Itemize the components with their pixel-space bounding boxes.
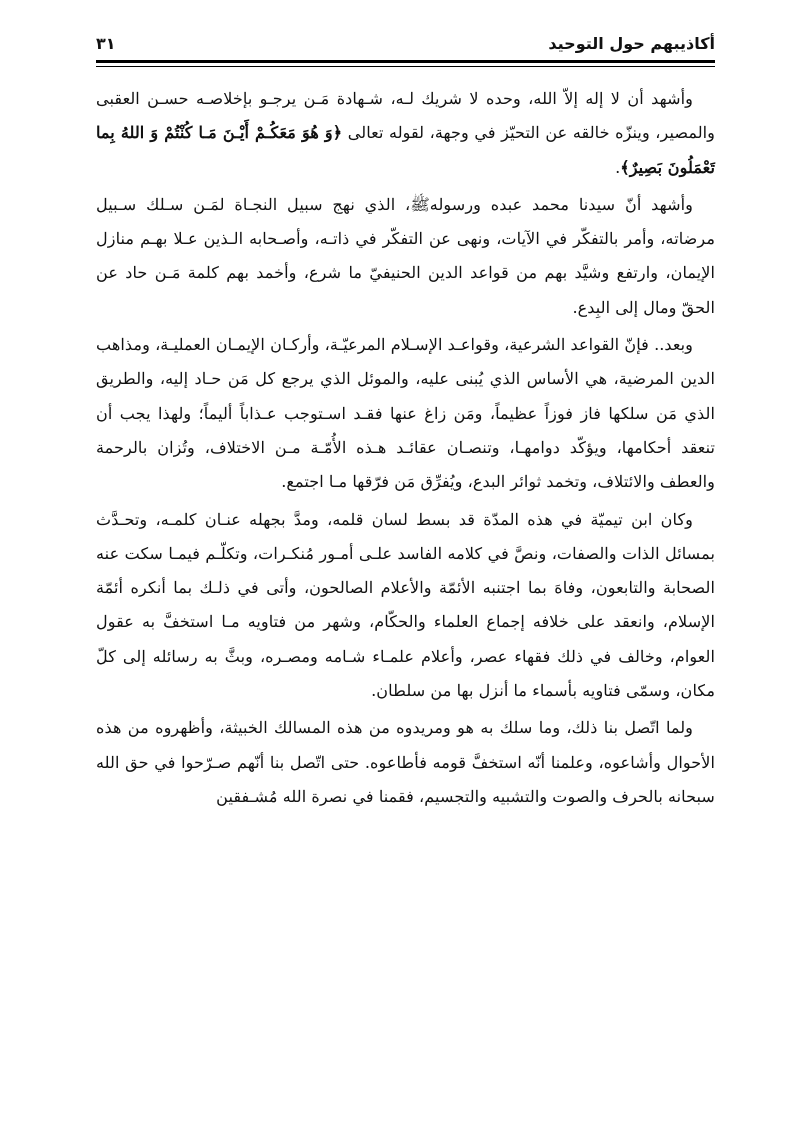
paragraph-ibn-taymiyya: وكان ابن تيميّة في هذه المدّة قد بسط لسان قلمه، ومدَّ بجهله عنـان كلمـه، وتحـدَّث بمسائل الذات والصفات، ونصَّ في كلامه الفاسد علـى أمـور مُنكـرات، وتكلّـم فيمـا سكت عنه الصحابة والتابعون، وفاهَ بما اجتنبه الأئمّة والأعلام الصالحون، وأتى في ذلـك بما أنكره أئمّة الإسلام، وانعقد على خلافه إجماع العلماء والحكّام، وشهر من فتاويه مـا استخفَّ به عقول العوام، وخالف في ذلك فقهاء عصر، وأعلام علمـاء شـامه ومصـره، وبثَّ به رسائله إلى كلّ مكان، وسمّى فتاويه بأسماء ما أنزل بها من سلطان. — [96, 509, 715, 701]
paragraph-followers: ولما اتّصل بنا ذلك، وما سلك به هو ومريدوه من هذه المسالك الخبيثة، وأظهروه من هذه الأحوال وأشاعوه، وعلمنا أنّه استخفَّ قومه فأطاعوه. حتى اتّصل بنا أنّهم صـرّحوا في حق الله سبحانه بالحرف والصوت والتشبيه والتجسيم، فقمنا في نصرة الله مُشـفقين — [96, 718, 715, 806]
header-rule-thin — [96, 66, 715, 67]
paragraph-shahada — [96, 82, 715, 185]
page-number: ٣١ — [96, 33, 116, 53]
quran-verse: ﴿وَ هُوَ مَعَكُـمْ أَيْـنَ مَـا كُنْتُمْ وَ اللهُ بِما تَعْمَلُونَ بَصِيرٌ﴾ — [96, 123, 715, 177]
paragraph-rules: وبعد.. فإنّ القواعد الشرعية، وقواعـد الإسـلام المرعيّـة، وأركـان الإيمـان العمليـة، ومذاهب الدين المرضية، هي الأساس الذي يُبنى عليه، والموئل الذي يرجع كل مَن حـاد إليه، والطريق الذي مَن سلكها فاز فوزاً عظيماً، ومَن زاغ عنها فقـد اسـتوجب عـذاباً أليماً؛ ولهذا يجب أن تنعقد أحكامها، ويؤكّد دوامهـا، وتنصـان عقائـد هـذه الأُمّـة مـن الاختلاف، وتُزان بالرحمة والعطف والائتلاف، وتخمد ثوائر البدع، ويُفرِّق مَن فرّقها مـا اجتمع. — [96, 335, 715, 492]
paragraph-shahada-end: . — [615, 157, 621, 177]
running-head — [96, 30, 715, 56]
body-text — [96, 82, 715, 817]
paragraph-prophet: وأشهد أنّ سيدنا محمد عبده ورسولهﷺ، الذي نهج سبيل النجـاة لمَـن سـلك سـبيل مرضاته، وأمر بالتفكّر في الآيات، ونهى عن التفكّر في ذاتـه، وأصـحابه الـذين عـلا بهـم منازل الإيمان، وارتفع وشيَّد بهم من قواعد الدين الحنيفيّ ما شرع، وأخمد بهم كلمة مَـن حاد عن الحقّ ومال إلى البِدع. — [96, 194, 715, 317]
running-title: أكاذيبهم حول التوحيد — [548, 33, 715, 53]
header-rule-thick — [96, 60, 715, 63]
paragraph-shahada-text: وأشهد أن لا إله إلاّ الله، وحده لا شريك لـه، شـهادة مَـن يرجـو بإخلاصـه حسـن العقبى والمصير، وينزّه خالقه عن التحيّز في وجهة، لقوله تعالى — [96, 89, 715, 143]
